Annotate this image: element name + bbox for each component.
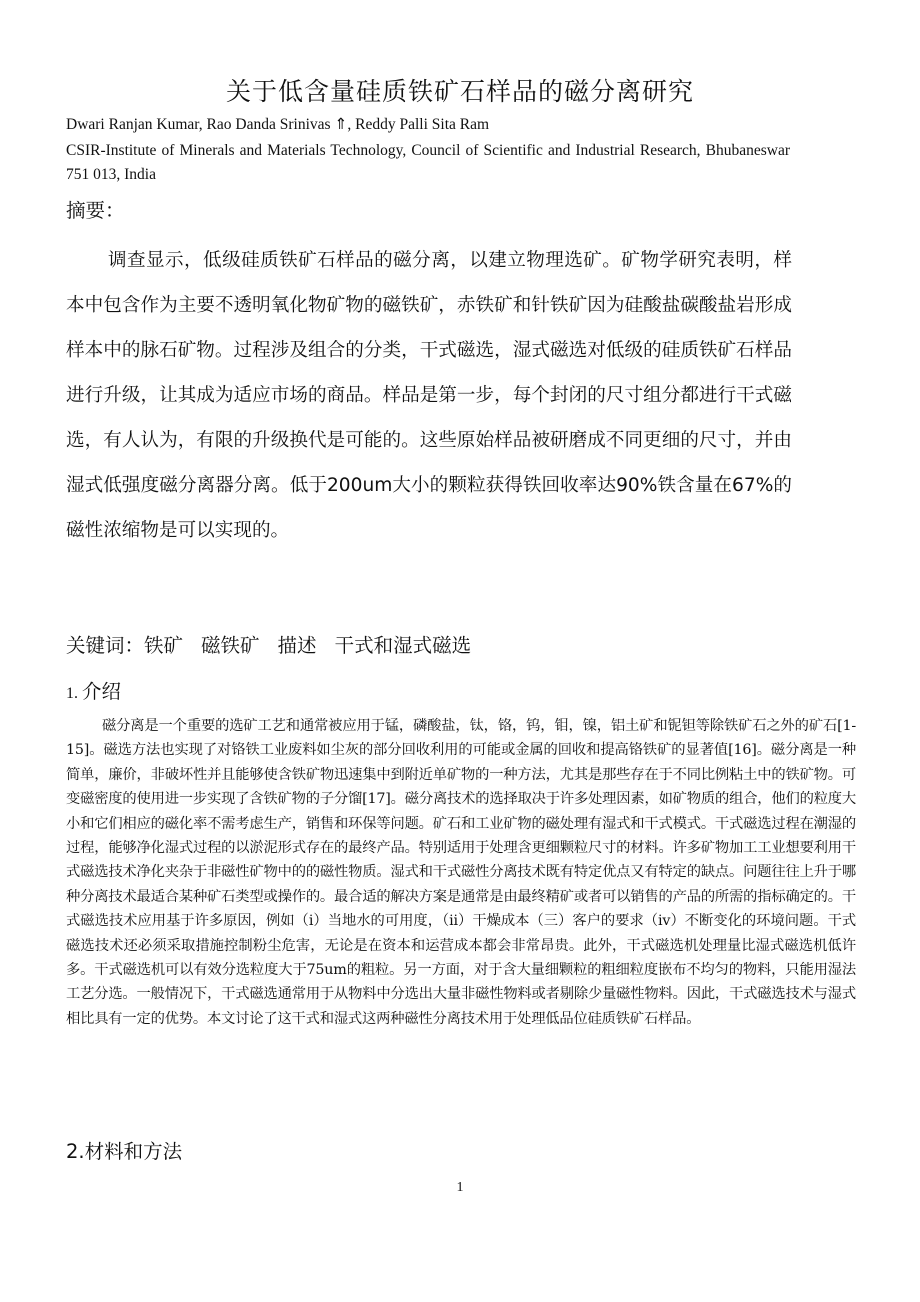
- section-2-heading: 2.材料和方法: [66, 1140, 183, 1163]
- abstract-text: 调查显示，低级硅质铁矿石样品的磁分离，以建立物理选矿。矿物学研究表明，样本中包含作为主要不透明氧化物矿物的磁铁矿，赤铁矿和针铁矿因为硅酸盐碳酸盐岩形成样本中的脉石矿物。过程涉及组合的分类，干式磁选，湿式磁选对低级的硅质铁矿石样品进行升级，让其成为适应市场的商品。样品是第一步，每个封闭的尺寸组分都进行干式磁选，有人认为，有限的升级换代是可能的。这些原始样品被研磨成不同更细的尺寸，并由湿式低强度磁分离器分离。低于200um大小的颗粒获得铁回收率达90%铁含量在67%的磁性浓缩物是可以实现的。: [66, 250, 792, 541]
- section-1-heading: [66, 676, 121, 704]
- page-number: 1: [456, 1180, 464, 1195]
- paper-title: 关于低含量硅质铁矿石样品的磁分离研究: [225, 77, 694, 106]
- keyword-item: 描述: [277, 634, 317, 657]
- keyword-item: 干式和湿式磁选: [334, 634, 472, 657]
- section-1-body: 磁分离是一个重要的选矿工艺和通常被应用于锰，磷酸盐，钛，铬，钨，钼，镍，铝土矿和铌钽等除铁矿石之外的矿石[1-15]。磁选方法也实现了对铬铁工业废料如尘灰的部分回收利用的可能或金属的回收和提高铬铁矿的显著值[16]。磁分离是一种简单，廉价，非破坏性并且能够使含铁矿物迅速集中到附近单矿物的一种方法，尤其是那些存在于不同比例粘土中的铁矿物。可变磁密度的使用进一步实现了含铁矿物的子分馏[17]。磁分离技术的选择取决于许多处理因素，如矿物质的组合，他们的粒度大小和它们相应的磁化率不需考虑生产，销售和环保等问题。矿石和工业矿物的磁处理有湿式和干式模式。干式磁选过程在潮湿的过程，能够净化湿式过程的以淤泥形式存在的最终产品。特别适用于处理含更细颗粒尺寸的材料。许多矿物加工工业想要利用干式磁选技术净化夹杂于非磁性矿物中的的磁性物质。湿式和干式磁性分离技术既有特定优点又有特定的缺点。问题往往上升于哪种分离技术最适合某种矿石类型或操作的。最合适的解决方案是通常是由最终精矿或者可以销售的产品的所需的指标确定的。干式磁选技术应用基于许多原因，例如（i）当地水的可用度，（ii）干燥成本（三）客户的要求（iv）不断变化的环境问题。干式磁选技术还必须采取措施控制粉尘危害，无论是在资本和运营成本都会非常昂贵。此外，干式磁选机处理量比湿式磁选机低许多。干式磁选机可以有效分选粒度大于75um的粗粒。另一方面，对于含大量细颗粒的粗细粒度嵌布不均匀的物料，只能用湿法工艺分选。一般情况下，干式磁选通常用于从物料中分选出大量非磁性物料或者剔除少量磁性物料。因此，干式磁选技术与湿式相比具有一定的优势。本文讨论了这干式和湿式这两种磁性分离技术用于处理低品位硅质铁矿石样品。: [66, 718, 856, 1027]
- keywords-label: 关键词：: [66, 634, 145, 657]
- author-list: Dwari Ranjan Kumar, Rao Danda Srinivas ⇑, Reddy Palli Sita Ram: [66, 116, 490, 133]
- keyword-item: 铁矿: [144, 634, 184, 657]
- affiliation: CSIR-Institute of Minerals and Materials Technology, Council of Scientific and Industrial Research, Bhubaneswar 751 013, India: [66, 142, 790, 183]
- abstract-heading: 摘要：: [66, 199, 125, 222]
- section-1-number: 1.: [66, 685, 78, 702]
- section-1-title: 介绍: [82, 680, 122, 703]
- keywords-line: [66, 630, 489, 658]
- keyword-item: 磁铁矿: [201, 634, 260, 657]
